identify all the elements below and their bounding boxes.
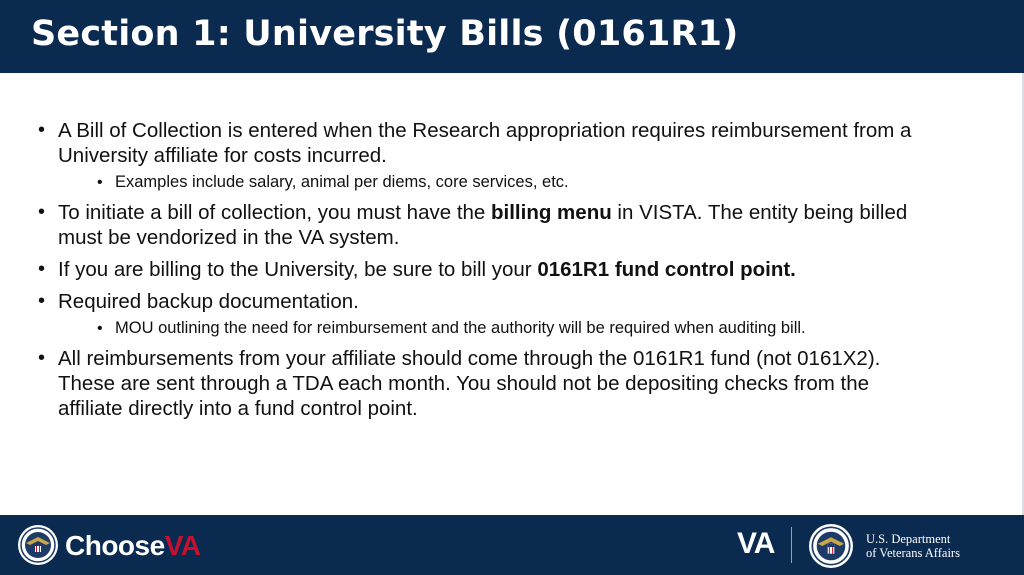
bullet-text-bold: billing menu — [491, 201, 612, 224]
sub-bullet-text: MOU outlining the need for reimbursement and the authority will be required when auditing bill. — [115, 319, 806, 337]
bullet-text-pre: To initiate a bill of collection, you must have the — [58, 201, 492, 224]
bullet-list — [38, 118, 938, 421]
choose-va-logo — [65, 530, 201, 562]
department-name-line2: of Veterans Affairs — [866, 546, 960, 560]
department-name-line1: U.S. Department — [866, 532, 951, 546]
va-wordmark: VA — [737, 527, 775, 560]
bullet-backup-documentation — [38, 289, 938, 314]
bullet-billing-university — [38, 257, 938, 282]
bullet-reimbursements — [38, 346, 938, 421]
bullet-text-pre: If you are billing to the University, be sure to bill your — [58, 258, 538, 281]
sub-bullet-mou — [97, 318, 938, 339]
bullet-text-bold: 0161R1 fund control point. — [537, 258, 796, 281]
bullet-text-post: in VISTA. The entity being billed must be vendorized in the VA system. — [58, 201, 908, 249]
bullet-initiate-bill — [38, 200, 938, 250]
footer-divider — [791, 527, 792, 563]
va-seal-icon — [18, 525, 58, 565]
va-seal-icon — [809, 524, 853, 568]
sub-bullet-text: Examples include salary, animal per diems, core services, etc. — [115, 173, 569, 191]
department-name — [866, 532, 996, 560]
choose-va-logo-text: Choose — [65, 530, 165, 561]
bullet-text: A Bill of Collection is entered when the Research appropriation requires reimbursement from a University affiliate for costs incurred. — [58, 119, 912, 167]
bullet-text: Required backup documentation. — [58, 290, 359, 313]
slide-footer — [0, 515, 1024, 575]
bullet-bill-of-collection — [38, 118, 938, 168]
slide-header — [0, 0, 1024, 73]
choose-va-logo-va: VA — [164, 530, 201, 561]
sub-bullet-examples — [97, 172, 938, 193]
slide-title: Section 1: University Bills (0161R1) — [31, 14, 739, 54]
bullet-text: All reimbursements from your affiliate should come through the 0161R1 fund (not 0161X2). These are sent through a TDA each month. You should not be depositing checks from the affiliate directly into a fund control point. — [58, 347, 881, 420]
